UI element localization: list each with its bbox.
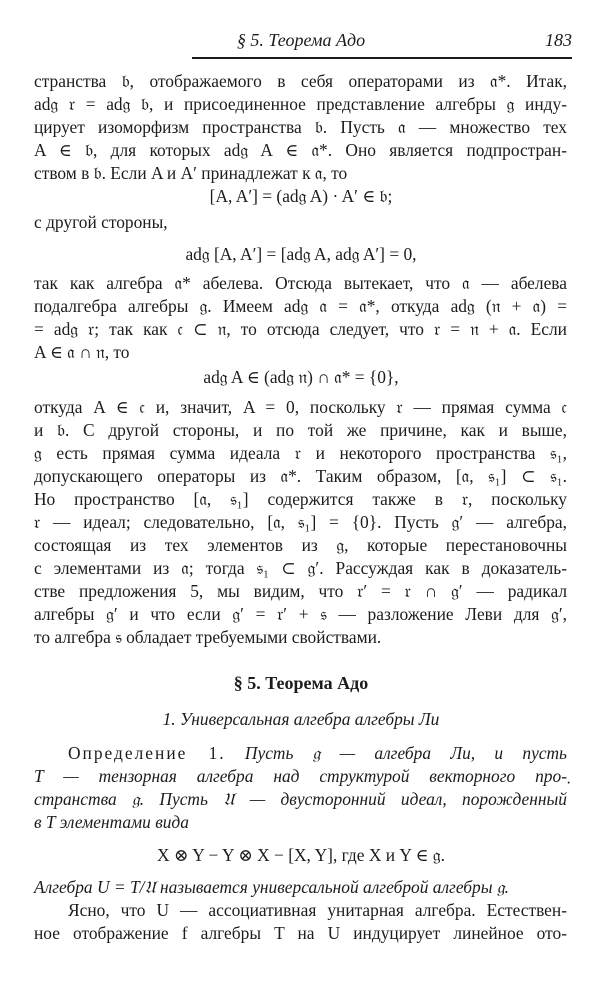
section-heading: § 5. Теорема Адо <box>233 673 369 693</box>
text-line: состоящая из тех элементов из 𝔤, которые перестановочны <box>34 535 567 555</box>
text-line: подалгебра алгебры 𝔤. Имеем ad𝔤 𝔞 = 𝔞*, откуда ad𝔤 (𝔫 + 𝔞) = <box>34 296 567 316</box>
text-line: цирует изоморфизм пространства 𝔟. Пусть 𝔞 — множество тех <box>34 117 567 137</box>
text-line: = ad𝔤 𝔯; так как 𝔠 ⊂ 𝔫, то отсюда следует, что 𝔯 = 𝔫 + 𝔞. Если <box>34 319 567 339</box>
text-line: 𝔯 — идеал; следовательно, [𝔞, 𝔰₁] = {0}. Пусть 𝔤′ — алгебра, <box>34 512 567 532</box>
definition-label: Определение 1. <box>68 743 226 763</box>
text-line: 𝔤 есть прямая сумма идеала 𝔯 и некоторого пространства 𝔰₁, <box>34 443 567 463</box>
subsection-heading: 1. Универсальная алгебра алгебры Ли <box>162 709 440 729</box>
formula-tensor-relation: X ⊗ Y − Y ⊗ X − [X, Y], где X и Y ∈ 𝔤. <box>157 845 445 865</box>
definition-line: в T элементами вида <box>34 812 189 832</box>
formula-commutator: [A, A′] = (ad𝔤 A) · A′ ∈ 𝔟; <box>209 186 393 206</box>
running-header-title: § 5. Теорема Адо <box>236 30 366 50</box>
text-line: с другой стороны, <box>34 212 168 232</box>
formula-ad-commutator: ad𝔤 [A, A′] = [ad𝔤 A, ad𝔤 A′] = 0, <box>185 244 417 264</box>
text-line: откуда A ∈ 𝔠 и, значит, A = 0, поскольку 𝔯 — прямая сумма 𝔠 <box>34 397 567 417</box>
running-header <box>0 30 602 56</box>
definition-line: T — тензорная алгебра над структурой векторного про- <box>34 766 567 786</box>
stray-mark: · <box>566 775 572 792</box>
text-line: стве предложения 5, мы видим, что 𝔯′ = 𝔯 ∩ 𝔤′ — радикал <box>34 581 567 601</box>
header-rule <box>192 57 572 59</box>
text-line: и 𝔟. С другой стороны, и по той же причине, как и выше, <box>34 420 567 440</box>
text-line: ством в 𝔟. Если A и A′ принадлежат к 𝔞, то <box>34 163 348 183</box>
text-line: странства 𝔟, отображаемого в себя операторами из 𝔞*. Итак, <box>34 71 567 91</box>
text-line: A ∈ 𝔟, для которых ad𝔤 A ∈ 𝔞*. Оно является подпростран- <box>34 140 567 160</box>
definition-line: странства 𝔤. Пусть 𝔘 — двусторонний идеал, порожденный <box>34 789 567 809</box>
definition-first-line <box>68 742 567 764</box>
text-line: то алгебра 𝔰 обладает требуемыми свойствами. <box>34 627 382 647</box>
text-line: Ясно, что U — ассоциативная унитарная алгебра. Естествен- <box>68 900 567 920</box>
text-line: Но пространство [𝔞, 𝔰₁] содержится также в 𝔯, поскольку <box>34 489 567 509</box>
text-line: ad𝔤 𝔯 = ad𝔤 𝔟, и присоединенное представление алгебры 𝔤 инду- <box>34 94 567 114</box>
text-line: так как алгебра 𝔞* абелева. Отсюда вытекает, что 𝔞 — абелева <box>34 273 567 293</box>
text-line: с элементами из 𝔞; тогда 𝔰₁ ⊂ 𝔤′. Рассуждая как в доказатель- <box>34 558 567 578</box>
text-line: алгебры 𝔤′ и что если 𝔤′ = 𝔯′ + 𝔰 — разложение Леви для 𝔤′, <box>34 604 567 624</box>
page-number: 183 <box>545 30 572 50</box>
text-line: ное отображение f алгебры T на U индуцирует линейное ото- <box>34 923 567 943</box>
definition-text: Пусть 𝔤 — алгебра Ли, и пусть <box>244 743 567 763</box>
text-line: A ∈ 𝔞 ∩ 𝔫, то <box>34 342 130 362</box>
definition-conclusion: Алгебра U = T/𝔘 называется универсальной алгеброй алгебры 𝔤. <box>34 877 509 897</box>
formula-intersection: ad𝔤 A ∈ (ad𝔤 𝔫) ∩ 𝔞* = {0}, <box>203 367 399 387</box>
text-line: допускающего операторы из 𝔞*. Таким образом, [𝔞, 𝔰₁] ⊂ 𝔰₁. <box>34 466 567 486</box>
